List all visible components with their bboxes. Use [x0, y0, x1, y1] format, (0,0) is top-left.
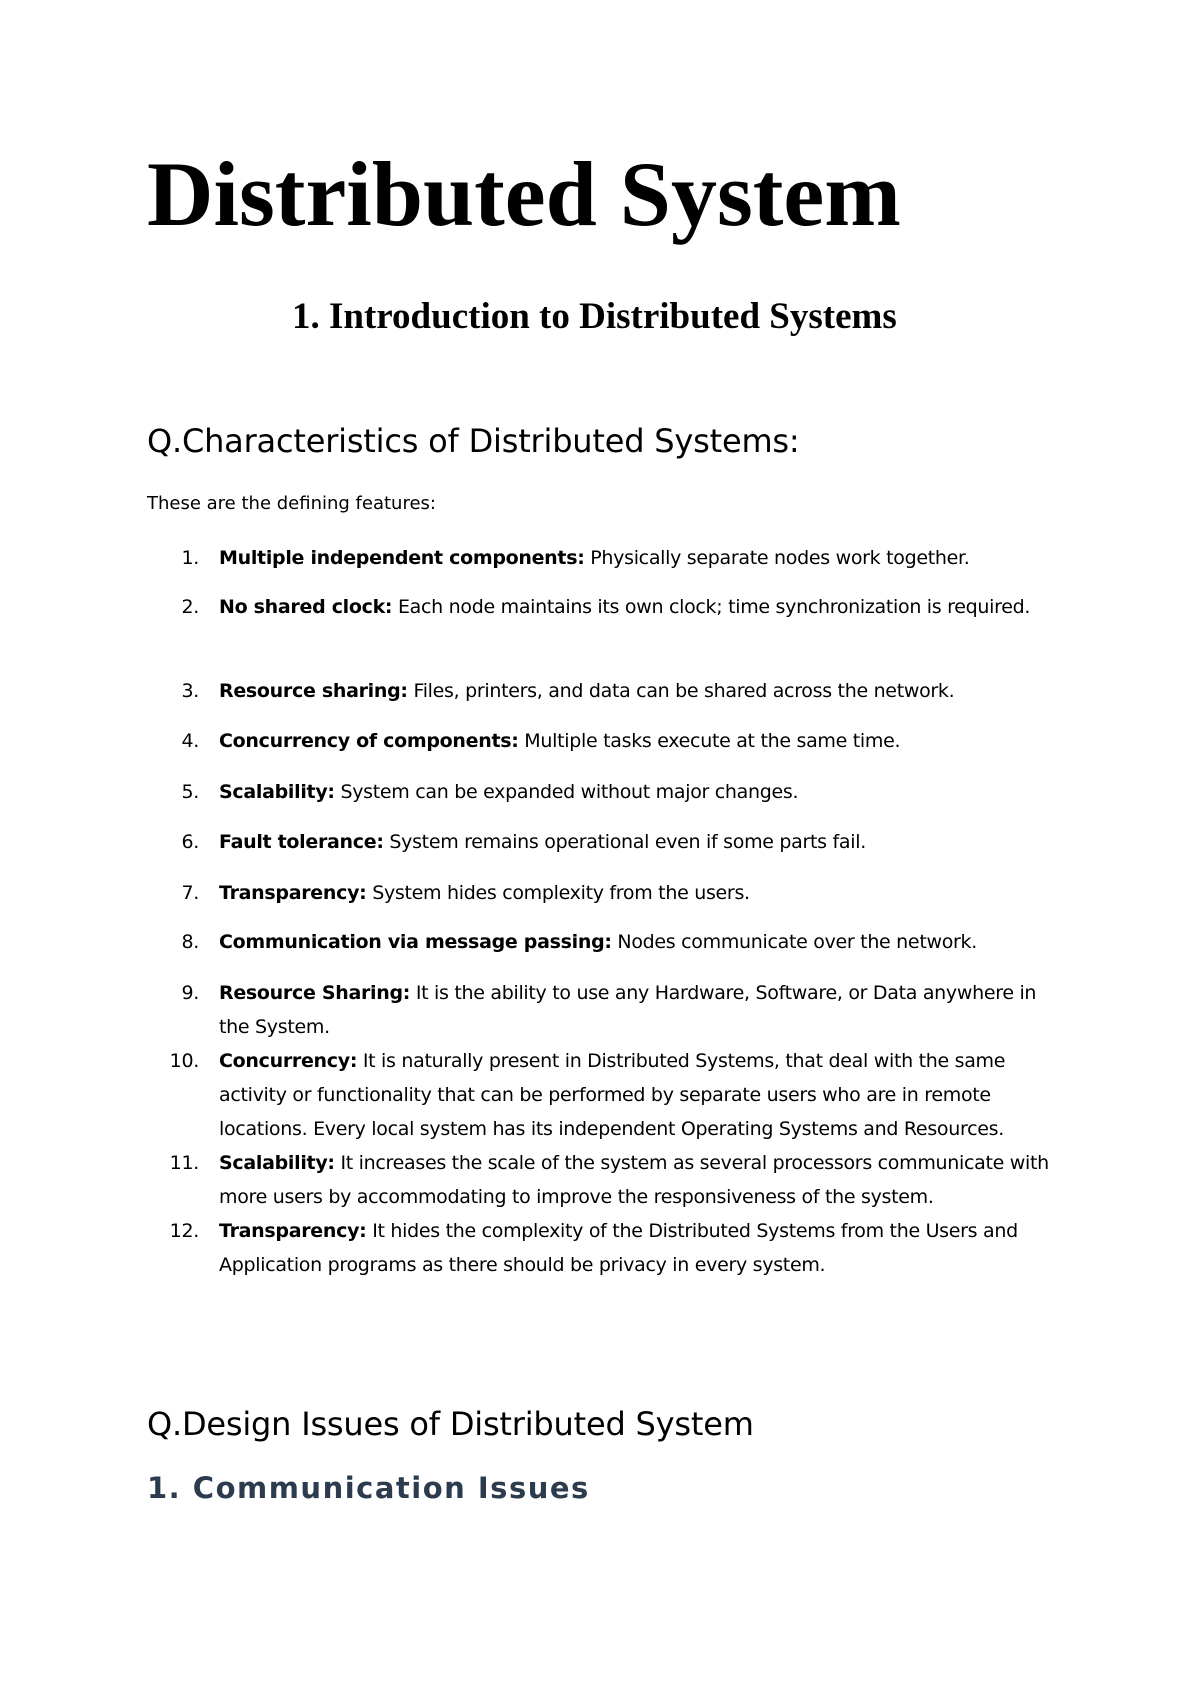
list-item-body [219, 1214, 1059, 1282]
list-item-text: System remains operational even if some parts fail. [383, 831, 866, 853]
characteristics-heading: Q.Characteristics of Distributed Systems: [147, 422, 800, 460]
list-item [147, 976, 1067, 1044]
list-item [147, 1044, 1067, 1146]
list-item-number: 1. [181, 547, 199, 569]
list-item-number: 8. [181, 931, 199, 953]
list-item [147, 590, 1067, 624]
list-item-number: 9. [181, 982, 199, 1004]
list-item-body [219, 674, 1059, 708]
list-item-term: Transparency: [219, 882, 367, 904]
list-item-term: Scalability: [219, 1152, 335, 1174]
list-item-term: Fault tolerance: [219, 831, 384, 853]
list-item-text: Each node maintains its own clock; time synchronization is required. [392, 596, 1031, 618]
list-item [147, 876, 1067, 910]
list-item [147, 724, 1067, 758]
communication-issues-heading: 1. Communication Issues [147, 1471, 590, 1505]
list-item-term: Communication via message passing: [219, 931, 612, 953]
list-item-body [219, 541, 1059, 575]
list-item-term: Transparency: [219, 1220, 367, 1242]
list-item-body [219, 876, 1059, 910]
list-item-number: 12. [169, 1220, 199, 1242]
list-item-number: 3. [181, 680, 199, 702]
list-item-body [219, 724, 1059, 758]
list-item-number: 11. [169, 1152, 199, 1174]
list-item-text: System can be expanded without major changes. [334, 781, 799, 803]
document-title: Distributed System [147, 143, 901, 245]
list-item-body [219, 925, 1059, 959]
list-item [147, 541, 1067, 575]
list-item-term: Resource sharing: [219, 680, 408, 702]
list-item-body [219, 775, 1059, 809]
list-item-text: Physically separate nodes work together. [584, 547, 970, 569]
list-item-term: No shared clock: [219, 596, 393, 618]
list-item-number: 6. [181, 831, 199, 853]
list-item-number: 2. [181, 596, 199, 618]
list-item-text: It hides the complexity of the Distributed Systems from the Users and Application programs as there should be privacy in every system. [219, 1220, 1018, 1276]
list-item-text: It is naturally present in Distributed Systems, that deal with the same activity or functionality that can be performed by separate users who are in remote locations. Every local system has its independent Operating Systems and Resources. [219, 1050, 1006, 1140]
list-item-body [219, 1146, 1059, 1214]
list-item [147, 674, 1067, 708]
list-item [147, 1214, 1067, 1282]
list-item-term: Multiple independent components: [219, 547, 585, 569]
list-item-text: Nodes communicate over the network. [611, 931, 977, 953]
list-item-text: Multiple tasks execute at the same time. [518, 730, 901, 752]
list-item-text: Files, printers, and data can be shared across the network. [407, 680, 955, 702]
list-item-term: Resource Sharing: [219, 982, 411, 1004]
list-item-number: 7. [181, 882, 199, 904]
list-item-text: It is the ability to use any Hardware, Software, or Data anywhere in the System. [219, 982, 1037, 1038]
chapter-heading: 1. Introduction to Distributed Systems [292, 296, 897, 337]
list-item [147, 775, 1067, 809]
list-item [147, 1146, 1067, 1214]
list-item-number: 5. [181, 781, 199, 803]
list-item-text: It increases the scale of the system as several processors communicate with more users by accommodating to improve the responsiveness of the system. [219, 1152, 1049, 1208]
list-item-body [219, 1044, 1059, 1146]
design-issues-heading: Q.Design Issues of Distributed System [147, 1405, 754, 1443]
list-item-term: Concurrency: [219, 1050, 358, 1072]
list-item-term: Concurrency of components: [219, 730, 519, 752]
list-item-number: 10. [169, 1050, 199, 1072]
list-item-term: Scalability: [219, 781, 335, 803]
list-item [147, 925, 1067, 959]
list-item-number: 4. [181, 730, 199, 752]
list-item [147, 825, 1067, 859]
list-item-body [219, 976, 1059, 1044]
list-item-body [219, 590, 1059, 624]
list-item-body [219, 825, 1059, 859]
characteristics-intro: These are the defining features: [147, 493, 436, 514]
list-item-text: System hides complexity from the users. [366, 882, 750, 904]
